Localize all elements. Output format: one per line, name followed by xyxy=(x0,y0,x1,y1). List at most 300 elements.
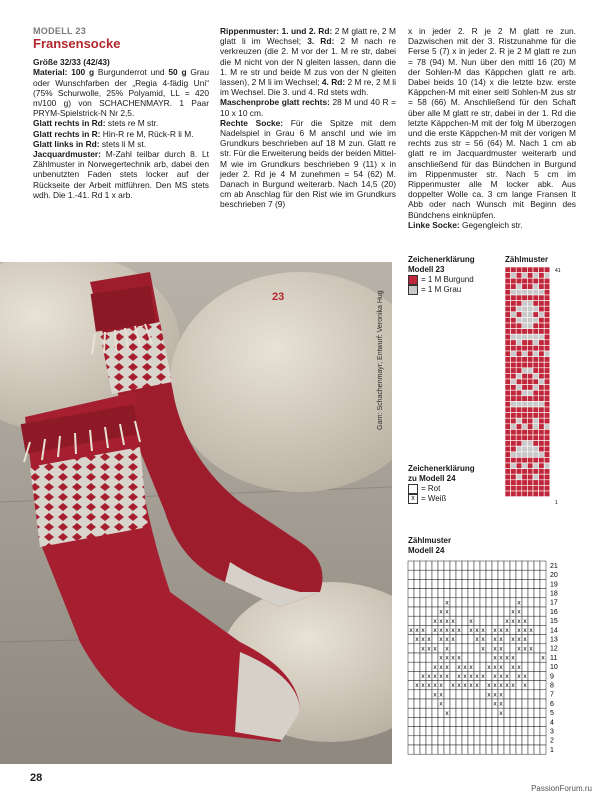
chart23-cell xyxy=(505,267,511,273)
chart23-cell xyxy=(539,267,545,273)
chart23-cell xyxy=(539,373,545,379)
chart24-cell xyxy=(438,717,444,726)
chart24-mark: x xyxy=(523,645,527,653)
chart24-cell xyxy=(408,708,414,717)
chart23-cell xyxy=(527,340,533,346)
chart23-cell xyxy=(516,357,522,363)
chart23-cell xyxy=(533,424,539,430)
chart24-cell xyxy=(486,736,492,745)
chart24-cell xyxy=(486,625,492,634)
chart23-cell xyxy=(505,446,511,452)
chart24-cell xyxy=(522,598,528,607)
chart23-cell xyxy=(533,452,539,458)
chart24-cell xyxy=(540,561,546,570)
chart24-mark: x xyxy=(517,636,521,644)
chart23-cell xyxy=(544,452,550,458)
chart24-cell xyxy=(444,579,450,588)
chart23-cell xyxy=(511,441,517,447)
chart24-mark: x xyxy=(511,682,515,690)
chart24-cell xyxy=(462,625,468,634)
chart24-mark: x xyxy=(433,673,437,681)
chart24-cell xyxy=(516,570,522,579)
chart24-mark: x xyxy=(427,636,431,644)
chart24-cell xyxy=(432,708,438,717)
chart24-cell xyxy=(522,699,528,708)
chart24-cell xyxy=(498,598,504,607)
chart23-cell xyxy=(511,317,517,323)
chart24-mark: x xyxy=(517,673,521,681)
chart24-row-number: 21 xyxy=(550,562,558,570)
chart24-mark: x xyxy=(475,627,479,635)
chart23-cell xyxy=(533,357,539,363)
chart23-cell xyxy=(539,435,545,441)
chart23-cell xyxy=(511,267,517,273)
rot-swatch xyxy=(408,484,418,494)
chart23-cell xyxy=(505,452,511,458)
chart24-mark: x xyxy=(529,627,533,635)
legend23-item-grau xyxy=(408,285,475,295)
chart24-cell xyxy=(414,598,420,607)
chart24-cell xyxy=(480,579,486,588)
chart23-cell xyxy=(539,491,545,497)
chart24-cell xyxy=(480,681,486,690)
chart24-mark: x xyxy=(493,627,497,635)
chart24-cell xyxy=(534,736,540,745)
chart23-cell xyxy=(544,278,550,284)
chart24-cell xyxy=(414,570,420,579)
chart24-cell xyxy=(528,671,534,680)
chart23-cell xyxy=(522,390,528,396)
chart23-cell xyxy=(527,373,533,379)
chart24-cell xyxy=(420,616,426,625)
chart23-cell xyxy=(544,418,550,424)
chart23-cell xyxy=(516,390,522,396)
chart23-cell xyxy=(522,306,528,312)
chart23-cell xyxy=(511,480,517,486)
chart23-cell xyxy=(533,446,539,452)
chart24-mark: x xyxy=(505,617,509,625)
chart23-cell xyxy=(533,345,539,351)
chart24-cell xyxy=(426,570,432,579)
chart23-cell xyxy=(516,334,522,340)
chart24-cell xyxy=(426,727,432,736)
chart24-cell xyxy=(438,598,444,607)
chart24-row-number: 11 xyxy=(550,654,558,662)
chart24-cell xyxy=(414,727,420,736)
chart24-cell xyxy=(528,570,534,579)
chart23-cell xyxy=(516,301,522,307)
legend-modell-23 xyxy=(408,255,475,295)
chart24-cell xyxy=(462,690,468,699)
chart24-mark: x xyxy=(445,608,449,616)
chart23-cell xyxy=(527,368,533,374)
chart23-cell xyxy=(511,435,517,441)
chart24-cell xyxy=(534,662,540,671)
chart23-cell xyxy=(516,407,522,413)
glatt-rechts-rd-label: Glatt rechts in Rd: xyxy=(33,118,106,129)
chart24-cell xyxy=(504,736,510,745)
chart24-cell xyxy=(414,708,420,717)
chart24-mark: x xyxy=(415,682,419,690)
chart23-cell xyxy=(539,457,545,463)
chart24-cell xyxy=(408,681,414,690)
chart24-mark: x xyxy=(433,691,437,699)
chart24-cell xyxy=(480,607,486,616)
chart23-cell xyxy=(539,452,545,458)
chart23-cell xyxy=(505,480,511,486)
legend23-title-b: Modell 23 xyxy=(408,265,445,274)
chart23-cell xyxy=(544,357,550,363)
chart23-cell xyxy=(522,289,528,295)
chart24-cell xyxy=(486,717,492,726)
chart24-cell xyxy=(486,727,492,736)
chart24-cell xyxy=(426,579,432,588)
chart23-cell xyxy=(533,295,539,301)
chart24-cell xyxy=(504,662,510,671)
chart24-mark: x xyxy=(499,691,503,699)
chart24-cell xyxy=(516,745,522,754)
chart23-cell xyxy=(511,407,517,413)
legend24-item-rot xyxy=(408,484,475,494)
chart24-cell xyxy=(408,690,414,699)
chart23-cell xyxy=(539,368,545,374)
chart24-cell xyxy=(420,589,426,598)
chart24-cell xyxy=(480,616,486,625)
burgund-swatch xyxy=(408,275,418,285)
chart23-cell xyxy=(511,273,517,279)
chart24-cell xyxy=(498,570,504,579)
chart23-cell xyxy=(511,289,517,295)
chart23-cell xyxy=(522,301,528,307)
chart23-cell xyxy=(516,413,522,419)
chart23-cell xyxy=(533,301,539,307)
chart24-mark: x xyxy=(505,673,509,681)
chart24-cell xyxy=(492,589,498,598)
chart24-cell xyxy=(426,653,432,662)
chart24-mark: x xyxy=(481,645,485,653)
chart24-mark: x xyxy=(457,663,461,671)
chart23-cell xyxy=(516,267,522,273)
chart23-cell xyxy=(527,345,533,351)
chart24-mark: x xyxy=(499,636,503,644)
chart24-cell xyxy=(516,561,522,570)
chart23-cell xyxy=(522,413,528,419)
chart24-mark: x xyxy=(487,691,491,699)
chart23-cell xyxy=(533,435,539,441)
chart23-cell xyxy=(505,323,511,329)
column-3 xyxy=(408,26,576,230)
chart24-mark: x xyxy=(505,627,509,635)
chart24-cell xyxy=(510,717,516,726)
chart24-cell xyxy=(480,690,486,699)
chart24-cell xyxy=(486,653,492,662)
chart23-cell xyxy=(505,424,511,430)
chart24-cell xyxy=(492,745,498,754)
chart24-mark: x xyxy=(517,599,521,607)
chart23-cell xyxy=(544,407,550,413)
chart24-cell xyxy=(504,644,510,653)
chart24-mark: x xyxy=(499,682,503,690)
chart23-cell xyxy=(505,345,511,351)
chart24-title-a: Zählmuster xyxy=(408,536,452,545)
chart24-mark: x xyxy=(493,645,497,653)
chart23-cell xyxy=(539,317,545,323)
chart23-cell xyxy=(511,401,517,407)
chart23-cell xyxy=(522,435,528,441)
chart24-mark: x xyxy=(481,636,485,644)
chart23-cell xyxy=(511,469,517,475)
chart23-cell xyxy=(527,306,533,312)
chart23-cell xyxy=(511,312,517,318)
chart24-cell xyxy=(414,561,420,570)
chart23-cell xyxy=(533,329,539,335)
chart24-cell xyxy=(432,736,438,745)
legend24-title-a: Zeichenerklärung xyxy=(408,464,475,473)
chart23-cell xyxy=(544,351,550,357)
chart24-cell xyxy=(540,745,546,754)
chart24-cell xyxy=(480,561,486,570)
chart24-cell xyxy=(480,598,486,607)
chart23-cell xyxy=(544,480,550,486)
chart23-cell xyxy=(505,396,511,402)
chart24-cell xyxy=(474,745,480,754)
legend23-title-a: Zeichenerklärung xyxy=(408,255,475,264)
chart24-cell xyxy=(468,607,474,616)
chart24-cell xyxy=(432,745,438,754)
chart23-cell xyxy=(533,385,539,391)
chart23-cell xyxy=(527,289,533,295)
chart24-cell xyxy=(492,727,498,736)
chart24-cell xyxy=(426,589,432,598)
chart24-cell xyxy=(444,736,450,745)
chart24-cell xyxy=(414,589,420,598)
chart24-cell xyxy=(528,699,534,708)
chart24-cell xyxy=(438,727,444,736)
legend24-item-weiss xyxy=(408,494,475,504)
chart24-cell xyxy=(510,589,516,598)
chart24-cell xyxy=(420,699,426,708)
chart24-mark: x xyxy=(427,682,431,690)
chart24-cell xyxy=(498,736,504,745)
chart24-mark: x xyxy=(439,700,443,708)
chart24-cell xyxy=(486,561,492,570)
chart24-mark: x xyxy=(463,673,467,681)
chart24-mark: x xyxy=(499,654,503,662)
chart24-mark: x xyxy=(439,663,443,671)
chart23-cell xyxy=(533,278,539,284)
chart23-cell xyxy=(522,452,528,458)
chart24-mark: x xyxy=(439,608,443,616)
legend23-item-grau-label: = 1 M Grau xyxy=(421,285,462,295)
size-line: Größe 32/33 (42/43) xyxy=(33,57,110,68)
chart23-cell xyxy=(539,301,545,307)
chart23-cell xyxy=(544,435,550,441)
chart24-cell xyxy=(540,717,546,726)
chart24-cell xyxy=(516,699,522,708)
chart24-cell xyxy=(456,708,462,717)
chart24-cell xyxy=(528,681,534,690)
chart24-cell xyxy=(408,662,414,671)
chart24-cell xyxy=(528,653,534,662)
chart24-mark: x xyxy=(499,663,503,671)
chart23-cell xyxy=(544,334,550,340)
chart23-cell xyxy=(516,340,522,346)
material-amount-2: 50 g xyxy=(168,67,187,78)
chart24-mark: x xyxy=(499,700,503,708)
chart24-mark: x xyxy=(493,700,497,708)
chart23-cell xyxy=(505,278,511,284)
chart24-cell xyxy=(534,681,540,690)
chart24-cell xyxy=(522,579,528,588)
glatt-rechts-r-text: Hin-R re M, Rück-R li M. xyxy=(100,128,194,139)
chart24-row-number: 2 xyxy=(550,737,554,745)
chart23-cell xyxy=(544,457,550,463)
chart23-cell xyxy=(544,323,550,329)
chart24-row-number: 5 xyxy=(550,710,554,718)
chart23-cell xyxy=(544,469,550,475)
chart24-cell xyxy=(516,589,522,598)
chart24-cell xyxy=(420,662,426,671)
chart24-cell xyxy=(468,708,474,717)
chart23-cell xyxy=(544,474,550,480)
chart24-cell xyxy=(462,736,468,745)
chart24-cell xyxy=(480,662,486,671)
chart24-cell xyxy=(540,662,546,671)
chart24-title-b: Modell 24 xyxy=(408,546,445,555)
chart23-cell xyxy=(527,441,533,447)
chart23-cell xyxy=(516,463,522,469)
page-number: 28 xyxy=(30,772,43,784)
chart23-cell xyxy=(544,362,550,368)
chart24-cell xyxy=(474,662,480,671)
chart23-cell xyxy=(539,469,545,475)
chart24-cell xyxy=(408,745,414,754)
chart23-cell xyxy=(533,480,539,486)
chart23-cell xyxy=(533,312,539,318)
chart23-cell xyxy=(539,385,545,391)
chart23-cell xyxy=(511,368,517,374)
chart23-cell xyxy=(527,357,533,363)
chart23-cell xyxy=(527,273,533,279)
chart23-top-mark: 41 xyxy=(555,268,561,274)
chart23-cell xyxy=(544,284,550,290)
chart24-cell xyxy=(450,690,456,699)
chart24-cell xyxy=(420,561,426,570)
chart24-cell xyxy=(426,717,432,726)
chart24-cell xyxy=(468,745,474,754)
chart24-cell xyxy=(426,745,432,754)
chart24-cell xyxy=(510,625,516,634)
chart24-cell xyxy=(456,561,462,570)
chart23-cell xyxy=(527,390,533,396)
chart24-cell xyxy=(474,607,480,616)
chart23-cell xyxy=(533,401,539,407)
chart24-cell xyxy=(522,745,528,754)
maschenprobe-text: 28 M und 40 R = 10 x 10 cm. xyxy=(220,97,396,118)
chart23-cell xyxy=(533,289,539,295)
chart23-cell xyxy=(522,379,528,385)
chart24-mark: x xyxy=(421,627,425,635)
chart23-cell xyxy=(539,424,545,430)
chart23-cell xyxy=(539,485,545,491)
chart23-cell xyxy=(539,357,545,363)
chart24-row-number: 16 xyxy=(550,608,558,616)
chart24-mark: x xyxy=(445,645,449,653)
chart23-cell xyxy=(527,312,533,318)
chart24-cell xyxy=(462,717,468,726)
chart24-cell xyxy=(534,699,540,708)
chart24-cell xyxy=(486,745,492,754)
chart24-mark: x xyxy=(523,673,527,681)
chart23-cell xyxy=(505,435,511,441)
chart24-cell xyxy=(456,717,462,726)
chart23-cell xyxy=(522,273,528,279)
chart23-cell xyxy=(527,452,533,458)
chart24-cell xyxy=(480,589,486,598)
chart24-cell xyxy=(504,745,510,754)
chart24-mark: x xyxy=(517,617,521,625)
chart24-cell xyxy=(540,681,546,690)
chart24-cell xyxy=(420,708,426,717)
chart24-cell xyxy=(444,589,450,598)
chart24-mark: x xyxy=(475,673,479,681)
chart24-cell xyxy=(480,736,486,745)
chart24-cell xyxy=(462,708,468,717)
chart23-cell xyxy=(544,306,550,312)
chart23-cell xyxy=(544,441,550,447)
rechte-socke-label: Rechte Socke: xyxy=(220,117,284,128)
legend-modell-24 xyxy=(408,464,475,504)
chart24-cell xyxy=(462,570,468,579)
chart24-cell xyxy=(414,690,420,699)
chart24-cell xyxy=(444,727,450,736)
rippen-3-text: 2 M nach re verkreuzen (die 2. M vor der 1. M re str, dabei die M nicht von der N gleiten lassen, dann die 1. M re str und beide M zus von der N gleiten lassen), 2 M li im Wechsel; xyxy=(220,36,396,88)
chart24-cell xyxy=(456,727,462,736)
chart24-cell xyxy=(462,616,468,625)
chart23-cell xyxy=(533,306,539,312)
rippen-4-text: 2 M re, 2 M li im Wechsel. Die 3. und 4. Rd stets wdh. xyxy=(220,77,396,98)
chart23-cell xyxy=(511,284,517,290)
chart23-cell xyxy=(516,289,522,295)
chart23-cell xyxy=(533,418,539,424)
chart24-cell xyxy=(534,717,540,726)
chart23-cell xyxy=(539,340,545,346)
chart24-cell xyxy=(414,607,420,616)
chart24-cell xyxy=(432,579,438,588)
chart24-cell xyxy=(540,570,546,579)
chart23-cell xyxy=(516,401,522,407)
chart24-cell xyxy=(540,699,546,708)
chart24-cell xyxy=(510,561,516,570)
chart23-cell xyxy=(522,424,528,430)
chart23-cell xyxy=(505,368,511,374)
chart24-cell xyxy=(420,598,426,607)
chart24-cell xyxy=(450,708,456,717)
material-label: Material: xyxy=(33,67,68,78)
chart24-cell xyxy=(438,570,444,579)
chart24-cell xyxy=(534,690,540,699)
chart24-cell xyxy=(450,745,456,754)
chart24-mark: x xyxy=(457,627,461,635)
chart24-mark: x xyxy=(469,663,473,671)
sock-photo xyxy=(0,262,392,764)
chart23-cell xyxy=(527,301,533,307)
chart23-cell xyxy=(527,446,533,452)
chart23-cell xyxy=(522,463,528,469)
chart24-cell xyxy=(408,607,414,616)
chart24-cell xyxy=(480,653,486,662)
chart24-cell xyxy=(468,635,474,644)
